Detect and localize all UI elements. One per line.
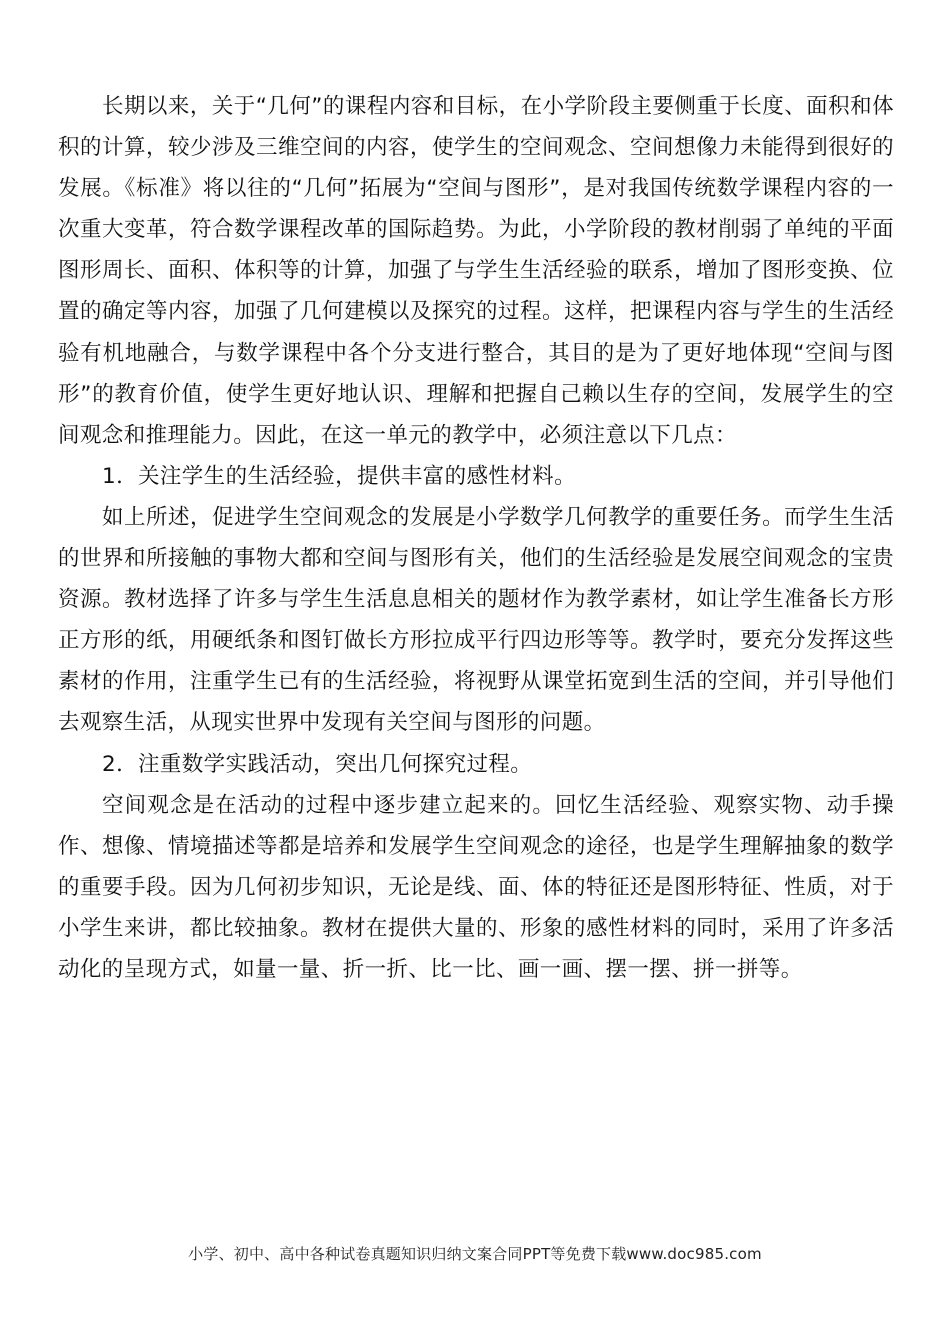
paragraph-intro: 长期以来，关于“几何”的课程内容和目标，在小学阶段主要侧重于长度、面积和体积的计算，较少涉及三维空间的内容，使学生的空间观念、空间想像力未能得到很好的发展。《标准》将以往的“几何”拓展为“空间与图形”，是对我国传统数学课程内容的一次重大变革，符合数学课程改革的国际趋势。为此，小学阶段的教材削弱了单纯的平面图形周长、面积、体积等的计算，加强了与学生生活经验的联系，增加了图形变换、位置的确定等内容，加强了几何建模以及探究的过程。这样，把课程内容与学生的生活经验有机地融合，与数学课程中各个分支进行整合，其目的是为了更好地体现“空间与图形”的教育价值，使学生更好地认识、理解和把握自己赖以生存的空间，发展学生的空间观念和推理能力。因此，在这一单元的教学中，必须注意以下几点： bbox=[58, 94, 894, 448]
paragraph-point-1-heading: 1．关注学生的生活经验，提供丰富的感性材料。 bbox=[102, 463, 576, 489]
paragraph-point-2-heading: 2．注重数学实践活动，突出几何探究过程。 bbox=[102, 751, 533, 777]
document-body bbox=[58, 86, 894, 990]
page-footer: 小学、初中、高中各种试卷真题知识归纳文案合同PPT等免费下载www.doc985.com bbox=[188, 1245, 762, 1263]
paragraph-point-1-body: 如上所述，促进学生空间观念的发展是小学数学几何教学的重要任务。而学生生活的世界和所接触的事物大都和空间与图形有关，他们的生活经验是发展空间观念的宝贵资源。教材选择了许多与学生生活息息相关的题材作为教学素材，如让学生准备长方形正方形的纸，用硬纸条和图钉做长方形拉成平行四边形等等。教学时，要充分发挥这些素材的作用，注重学生已有的生活经验，将视野从课堂拓宽到生活的空间，并引导他们去观察生活，从现实世界中发现有关空间与图形的问题。 bbox=[58, 504, 894, 736]
paragraph-point-2-body: 空间观念是在活动的过程中逐步建立起来的。回忆生活经验、观察实物、动手操作、想像、情境描述等都是培养和发展学生空间观念的途径，也是学生理解抽象的数学的重要手段。因为几何初步知识，无论是线、面、体的特征还是图形特征、性质，对于小学生来讲，都比较抽象。教材在提供大量的、形象的感性材料的同时，采用了许多活动化的呈现方式，如量一量、折一折、比一比、画一画、摆一摆、拼一拼等。 bbox=[58, 792, 894, 982]
